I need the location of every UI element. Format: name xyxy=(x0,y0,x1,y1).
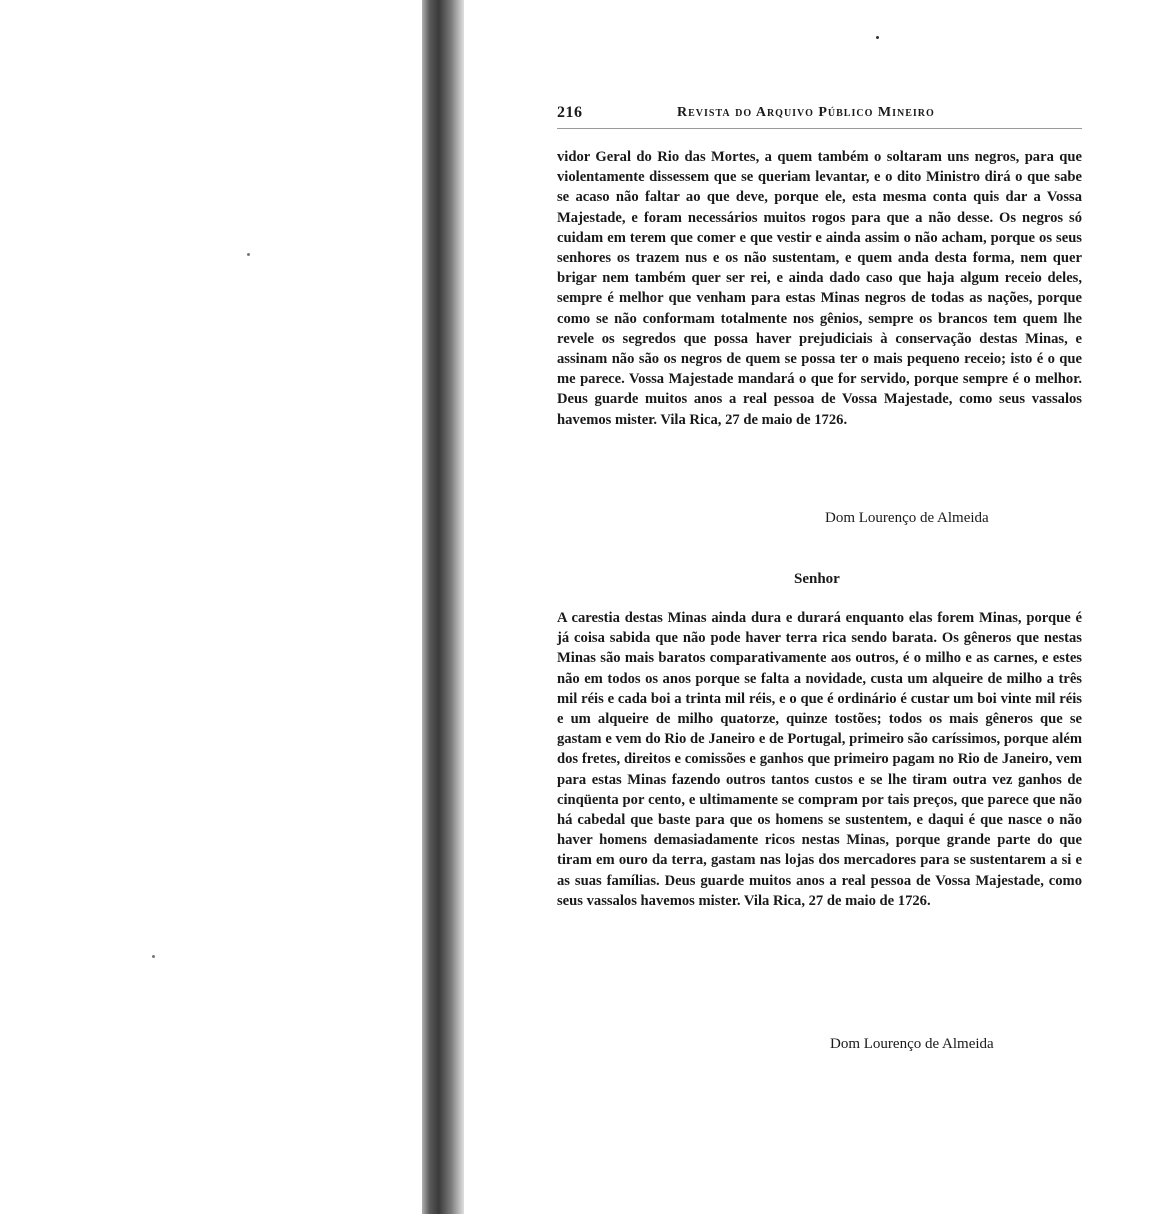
page-speck xyxy=(152,955,155,958)
letter-2-salutation: Senhor xyxy=(794,571,840,587)
letter-1-signature: Dom Lourenço de Almeida xyxy=(825,510,989,526)
letter-2-signature: Dom Lourenço de Almeida xyxy=(830,1036,994,1052)
page-number: 216 xyxy=(557,104,583,121)
book-spine xyxy=(422,0,464,1214)
page-speck xyxy=(876,36,879,39)
letter-2-body: A carestia destas Minas ainda dura e durará enquanto elas forem Minas, porque é já coisa sabida que não pode haver terra rica sendo barata. Os gêneros que nestas Minas são mais baratos comparativamente aos outros, é o milho e as carnes, e estes não em todos os anos porque se falta a novidade, custa um alqueire de milho a três mil réis e cada boi a trinta mil réis, e o que é ordinário é custar um boi vinte mil réis e um alqueire de milho quatorze, quinze tostões; todos os mais gêneros que se gastam e vem do Rio de Janeiro e de Portugal, primeiro são caríssimos, porque além dos fretes, direitos e comissões e ganhos que primeiro pagam no Rio de Janeiro, vem para estas Minas fazendo outros tantos custos e se lhe tiram outra vez ganhos de cinqüenta por cento, e ultimamente se compram por tais preços, que parece que não há cabedal que baste para que os homens se sustentem, e daqui é que nasce o não haver homens demasiadamente ricos nestas Minas, porque grande parte do que tiram em ouro da terra, gastam nas lojas dos mercadores para se sustentarem a si e as suas famílias. Deus guarde muitos anos a real pessoa de Vossa Majestade, como seus vassalos havemos mister. Vila Rica, 27 de maio de 1726. xyxy=(557,610,1082,909)
left-blank-page xyxy=(0,0,425,1214)
letter-1-body: vidor Geral do Rio das Mortes, a quem também o soltaram uns negros, para que violentamente dissessem que se queriam levantar, e o dito Ministro dirá o que sabe se acaso não faltar ao que deve, porque ele, esta mesma conta quis dar a Vossa Majestade, e foram necessários muitos rogos para que a não desse. Os negros só cuidam em terem que comer e que vestir e ainda assim o não acham, porque os seus senhores os trazem nus e os não sustentam, e quem anda desta forma, nem quer brigar nem também quer ser rei, e ainda dado caso que haja algum receio deles, sempre é melhor que venham para estas Minas negros de todas as nações, porque como se não conformam totalmente nos gênios, sempre os brancos tem quem lhe revele os segredos que possa haver prejudiciais à conservação destas Minas, e assinam não são os negros de quem se possa ter o mais pequeno receio; isto é o que me parece. Vossa Majestade mandará o que for servido, porque sempre é o melhor. Deus guarde muitos anos a real pessoa de Vossa Majestade, como seus vassalos havemos mister. Vila Rica, 27 de maio de 1726. xyxy=(557,149,1082,428)
journal-title: Revista do Arquivo Público Mineiro xyxy=(677,105,935,120)
page-speck xyxy=(247,253,250,256)
running-header xyxy=(557,104,1082,129)
